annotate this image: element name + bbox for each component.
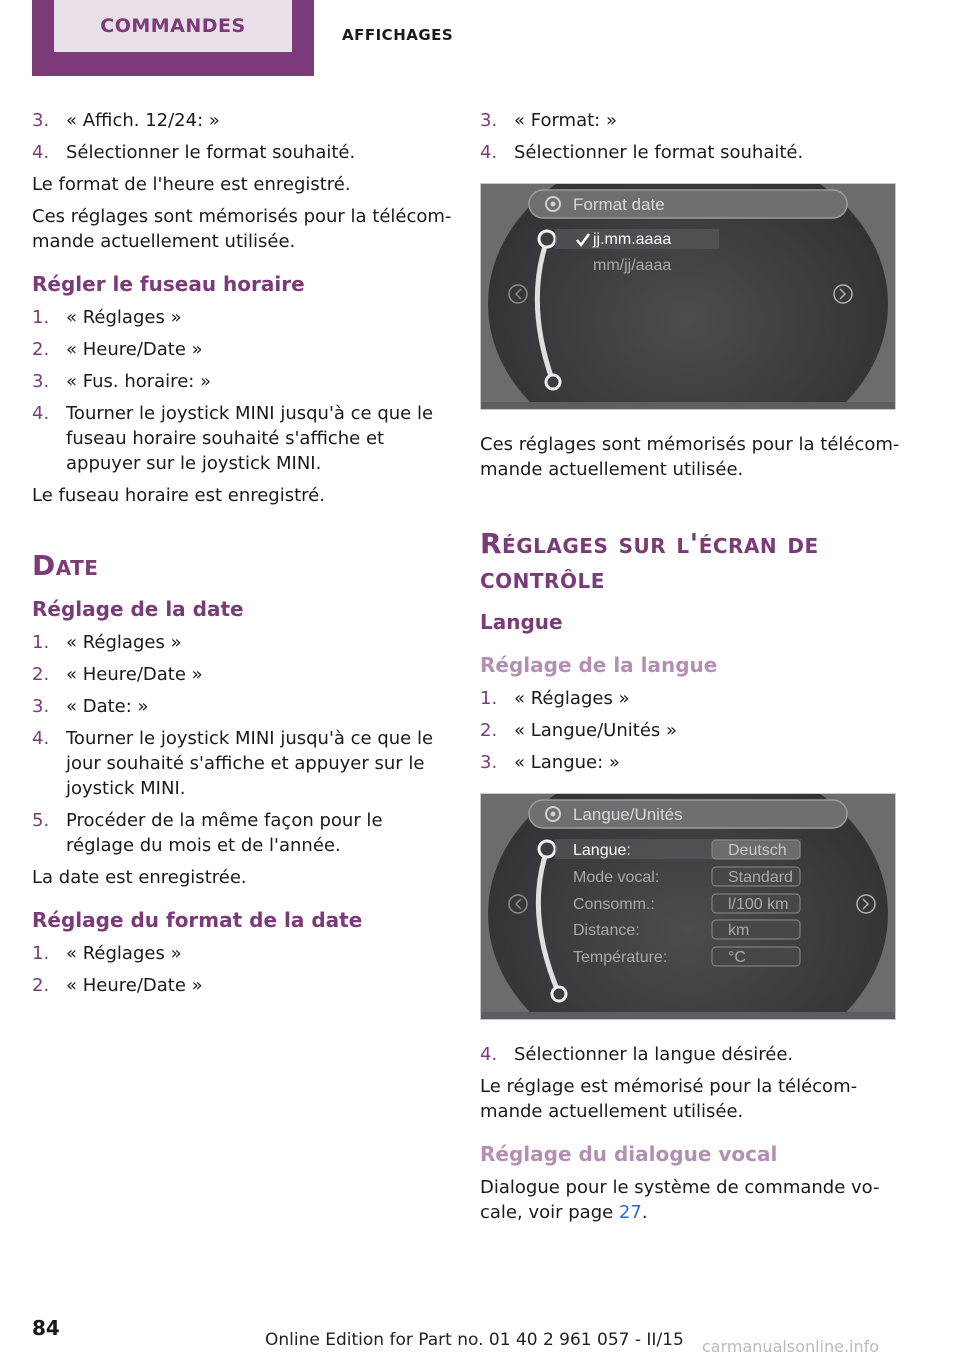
- heading-timezone: Régler le fuseau horaire: [32, 272, 305, 296]
- row-value-mode-vocal: Standard: [728, 869, 793, 886]
- menu-title: Langue/Unités: [573, 805, 683, 824]
- selection-dot: [539, 231, 555, 247]
- list-item: 1. « Réglages »: [32, 632, 182, 653]
- row-label-mode-vocal[interactable]: Mode vocal:: [573, 869, 660, 886]
- tab-affichages[interactable]: AFFICHAGES: [342, 26, 454, 44]
- list-item: 4. Sélectionner le format souhaité.: [32, 142, 356, 163]
- selection-dot: [539, 841, 555, 857]
- steps-date-format: [32, 941, 452, 998]
- option-selected[interactable]: jj.mm.aaaa: [593, 231, 672, 248]
- screenshot-format-date: [480, 183, 896, 410]
- steps-language: [480, 686, 900, 775]
- page-number: 84: [32, 1316, 60, 1340]
- option-other[interactable]: mm/jj/aaaa: [593, 257, 672, 274]
- list-item: 4. Sélectionner la langue désirée.: [480, 1044, 794, 1065]
- tab-commandes[interactable]: [32, 0, 314, 76]
- header-tabs: [32, 0, 453, 76]
- list-item: 1. « Réglages »: [32, 307, 182, 328]
- watermark: carmanualsonline.info: [702, 1337, 880, 1356]
- list-item: 3. « Fus. horaire: »: [32, 371, 212, 392]
- row-value-langue: Deutsch: [728, 842, 787, 859]
- list-item: 1. « Réglages »: [480, 688, 630, 709]
- left-column: [32, 108, 452, 1005]
- row-label-consomm[interactable]: Consomm.:: [573, 896, 655, 913]
- tab-commandes-label: COMMANDES: [54, 0, 292, 52]
- heading-langue: Langue: [480, 610, 563, 634]
- list-item: 3. « Date: »: [32, 696, 149, 717]
- menu-title: Format date: [573, 195, 665, 214]
- list-item: 2. « Heure/Date »: [32, 664, 203, 685]
- list-item: 2. « Langue/Unités »: [480, 720, 678, 741]
- paragraph: Ces réglages sont mémorisés pour la télécom-mande actuellement utilisée.: [480, 434, 900, 480]
- paragraph: Le réglage est mémorisé pour la télécom-mande actuellement utilisée.: [480, 1076, 858, 1122]
- steps-timezone: [32, 305, 452, 476]
- list-item: 4. Sélectionner le format souhaité.: [480, 142, 804, 163]
- list-item: 4. Tourner le joystick MINI jusqu'à ce que le jour souhaité s'affiche et appuyer sur le joystick MINI.: [32, 728, 434, 799]
- format-date-display: [481, 184, 895, 402]
- list-item: 5. Procéder de la même façon pour le réglage du mois et de l'année.: [32, 810, 383, 856]
- list-item: 3. « Langue: »: [480, 752, 620, 773]
- steps-language-cont: [480, 1042, 900, 1067]
- heading-date: Date: [32, 549, 99, 582]
- steps-date-format-cont: [480, 108, 900, 165]
- list-item: 3. « Affich. 12/24: »: [32, 110, 220, 131]
- row-label-distance[interactable]: Distance:: [573, 922, 640, 939]
- paragraph-voice: Dialogue pour le système de commande vo-cale, voir page 27.: [480, 1177, 880, 1223]
- page-link[interactable]: 27: [618, 1202, 642, 1223]
- screenshot-language-units: [480, 793, 896, 1020]
- paragraph: Le fuseau horaire est enregistré.: [32, 485, 325, 506]
- row-value-consomm: l/100 km: [728, 896, 789, 913]
- paragraph: Ces réglages sont mémorisés pour la télécom-mande actuellement utilisée.: [32, 206, 452, 252]
- row-label-temperature[interactable]: Température:: [573, 949, 668, 966]
- heading-control-display: Réglages sur l'écran de contrôle: [480, 527, 819, 595]
- language-units-display: [481, 794, 895, 1012]
- steps-date: [32, 630, 452, 858]
- list-item: 1. « Réglages »: [32, 943, 182, 964]
- row-value-distance: km: [728, 922, 750, 939]
- list-item: 2. « Heure/Date »: [32, 975, 203, 996]
- heading-date-format: Réglage du format de la date: [32, 908, 363, 932]
- steps-time-format: [32, 108, 452, 165]
- heading-voice-dialog: Réglage du dialogue vocal: [480, 1142, 778, 1166]
- list-item: 3. « Format: »: [480, 110, 617, 131]
- paragraph: La date est enregistrée.: [32, 867, 247, 888]
- row-label-langue[interactable]: Langue:: [573, 842, 631, 859]
- list-item: 2. « Heure/Date »: [32, 339, 203, 360]
- right-column: [480, 108, 900, 1232]
- paragraph: Le format de l'heure est enregistré.: [32, 174, 351, 195]
- footer-edition: Online Edition for Part no. 01 40 2 961 057 - II/15: [265, 1330, 684, 1350]
- row-value-temperature: °C: [728, 949, 746, 966]
- list-item: 4. Tourner le joystick MINI jusqu'à ce que le fuseau horaire souhaité s'affiche et appuyer sur le joystick MINI.: [32, 403, 434, 474]
- heading-set-language: Réglage de la langue: [480, 653, 718, 677]
- heading-set-date: Réglage de la date: [32, 597, 244, 621]
